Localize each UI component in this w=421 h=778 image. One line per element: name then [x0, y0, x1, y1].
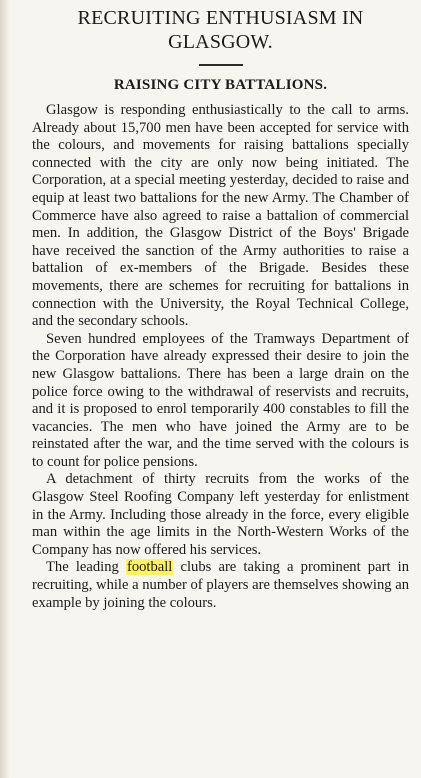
- highlighted-search-term: football: [126, 559, 173, 576]
- subheading: RAISING CITY BATTALIONS.: [113, 77, 328, 93]
- paragraph-2: Seven hundred employees of the Tramways Department of the Corporation have already expressed their desire to join the new Glasgow battalions. There has been a large drain on the police force owing to the withdrawal of reservists and recruits, and it is proposed to enrol temporarily 400 constables to fill the vacancies. The men who have joined the Army are to be reinstated after the war, and the time served with the colours is to count for police pensions.: [32, 330, 409, 470]
- divider-rule: [199, 64, 243, 66]
- headline-line-2: GLASGOW.: [168, 31, 273, 53]
- paragraph-4: [32, 559, 409, 612]
- paragraph-4-end: clubs are taking a prominent part in recruiting, while a number of players are themselves showing an example by joining the colours.: [32, 559, 409, 611]
- headline-line-1: RECRUITING ENTHUSIASM IN: [77, 7, 364, 29]
- paragraph-1: Glasgow is responding enthusiastically to the call to arms. Already about 15,700 men have been accepted for service with the colours, and movements for raising battalions specially connected with the city are only now being initiated. The Corporation, at a special meeting yesterday, decided to raise and equip at least two battalions for the new Army. The Chamber of Commerce have also agreed to raise a battalion of commercial men. In addition, the Glasgow District of the Boys' Brigade have received the sanction of the Army authorities to raise a battalion of ex-members of the Brigade. Besides these movements, there are schemes for recruiting for battalions in connection with the University, the Royal Technical College, and the secondary schools.: [32, 102, 409, 330]
- paragraph-3: A detachment of thirty recruits from the works of the Glasgow Steel Roofing Company left yesterday for enlistment in the Army. Including those already in the force, every eligible man within the age limits in the North-Western Works of the Company has now offered his services.: [32, 471, 409, 558]
- paragraph-4-start: The leading: [46, 559, 126, 576]
- article-body: [32, 102, 409, 612]
- headline: [32, 6, 409, 54]
- page-edge-shadow: [0, 0, 10, 778]
